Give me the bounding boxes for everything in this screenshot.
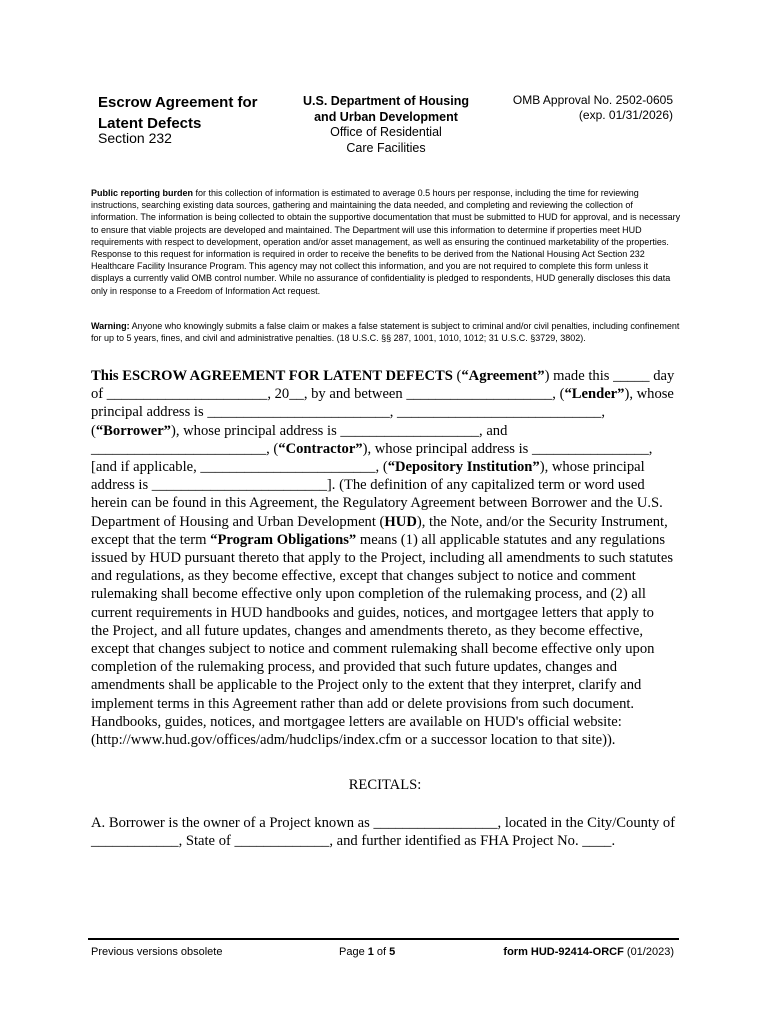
footer-previous-versions: Previous versions obsolete xyxy=(91,946,223,958)
term-borrower: “Borrower” xyxy=(95,422,171,439)
form-title: Escrow Agreement for Latent Defects xyxy=(98,94,258,132)
agreement-text: ( xyxy=(452,368,462,384)
office-name-line1: Office of Residential xyxy=(330,125,442,139)
warning-label: Warning: xyxy=(91,321,130,331)
term-hud: HUD xyxy=(384,513,417,530)
footer-divider xyxy=(88,938,679,940)
agreement-paragraph xyxy=(91,367,675,749)
form-date: (01/2023) xyxy=(623,946,674,958)
page-number xyxy=(339,946,395,958)
form-id: form HUD-92414-ORCF xyxy=(503,946,624,958)
agreement-text: ), whose principal address is ________________________]. (The definition of any capitalized term or word used herein can be found in this Agreement, the Regulatory Agreement between Borrower and the U.S. Department of Housing and Urban Development ( xyxy=(91,459,663,530)
agreement-text: means (1) all applicable statutes and any regulations issued by HUD pursuant thereto that apply to the Project, including all amendments to such statutes and regulations, as they become effective, except that changes subject to notice and comment rulemaking shall become effective only upon completion of the rulemaking process, and (2) all current requirements in HUD handbooks and guides, notices, and mortgagee letters that apply to the Project, and all future updates, changes and amendments thereto, as they become effective, except that changes subject to notice and comment rulemaking shall become effective only upon completion of the rulemaking process, and provided that such future updates, changes and amendments shall be applicable to the Project only to the extent that they interpret, clarify and implement terms in this Agreement rather than add or delete provisions from such document. Handbooks, guides, notices, and mortgagee letters are available on HUD's official website: (http://www.hud.gov/offices/adm/hudclips/index.cfm or a successor location to that site)). xyxy=(91,531,674,749)
page-of: of xyxy=(373,946,390,958)
public-reporting-burden xyxy=(91,187,682,297)
term-contractor: “Contractor” xyxy=(278,440,363,457)
page-total: 5 xyxy=(389,946,396,958)
agreement-text: ), whose principal address is ________________, [and if applicable, ________________________, ( xyxy=(91,440,653,476)
page-prefix: Page xyxy=(339,946,368,958)
burden-label: Public reporting burden xyxy=(91,188,194,198)
office-name-line2: Care Facilities xyxy=(346,140,426,155)
agency-name-line2: and Urban Development xyxy=(314,109,458,124)
warning-statement xyxy=(91,320,682,344)
recital-a: A. Borrower is the owner of a Project known as _________________, located in the City/County of ____________, State of _____________, and further identified as FHA Project No. ____. xyxy=(91,815,676,850)
burden-text: for this collection of information is estimated to average 0.5 hours per response, including the time for reviewing instructions, searching existing data sources, gathering and maintaining the data needed, and completing and reviewing the collection of information. The information is being collected to obtain the supportive documentation that must be submitted to HUD for approval, and is necessary to ensure that viable projects are developed and maintained. The Department will use this information to determine if properties meet HUD requirements with respect to development, operation and/or asset management, as well as ensuring the continued marketability of the properties. Response to this request for information is required in order to receive the benefits to be derived from the National Housing Act Section 232 Healthcare Facility Insurance Program. This agency may not collect this information, and you are not required to complete this form unless it displays a currently valid OMB control number. While no assurance of confidentiality is pledged to respondents, HUD generally discloses this data only in response to a Freedom of Information Act request. xyxy=(91,188,681,296)
warning-text: Anyone who knowingly submits a false claim or makes a false statement is subject to criminal and/or civil penalties, including confinement for up to 5 years, fines, and civil and administrative penalties. (18 U.S.C. §§ 287, 1001, 1010, 1012; 31 U.S.C. §3729, 3802). xyxy=(91,321,680,344)
agreement-text: ) made this _____ day of ______________________, 20__, by and between ____________________, ( xyxy=(91,368,675,403)
agreement-text: ), the Note, and/or the Security Instrument, except that the term xyxy=(91,513,668,548)
term-agreement: “Agreement” xyxy=(461,368,545,384)
term-lender: “Lender” xyxy=(564,386,625,403)
recitals-heading: RECITALS: xyxy=(348,777,422,793)
agency-block xyxy=(286,94,486,156)
form-identifier xyxy=(503,946,674,958)
page-current: 1 xyxy=(367,946,374,958)
omb-approval-number: OMB Approval No. 2502-0605 xyxy=(512,93,673,107)
form-section: Section 232 xyxy=(98,130,172,146)
agreement-text: ), whose principal address is _________________________, ____________________________, ( xyxy=(91,386,674,439)
agreement-title: This ESCROW AGREEMENT FOR LATENT DEFECTS xyxy=(91,368,453,384)
agreement-text: ), whose principal address is ___________________, and ________________________, ( xyxy=(91,422,508,457)
term-program-obligations: “Program Obligations” xyxy=(210,531,357,548)
omb-expiration: (exp. 01/31/2026) xyxy=(578,108,673,122)
omb-block xyxy=(470,93,673,123)
agency-name-line1: U.S. Department of Housing xyxy=(303,94,469,108)
term-depository-institution: “Depository Institution” xyxy=(387,459,540,476)
